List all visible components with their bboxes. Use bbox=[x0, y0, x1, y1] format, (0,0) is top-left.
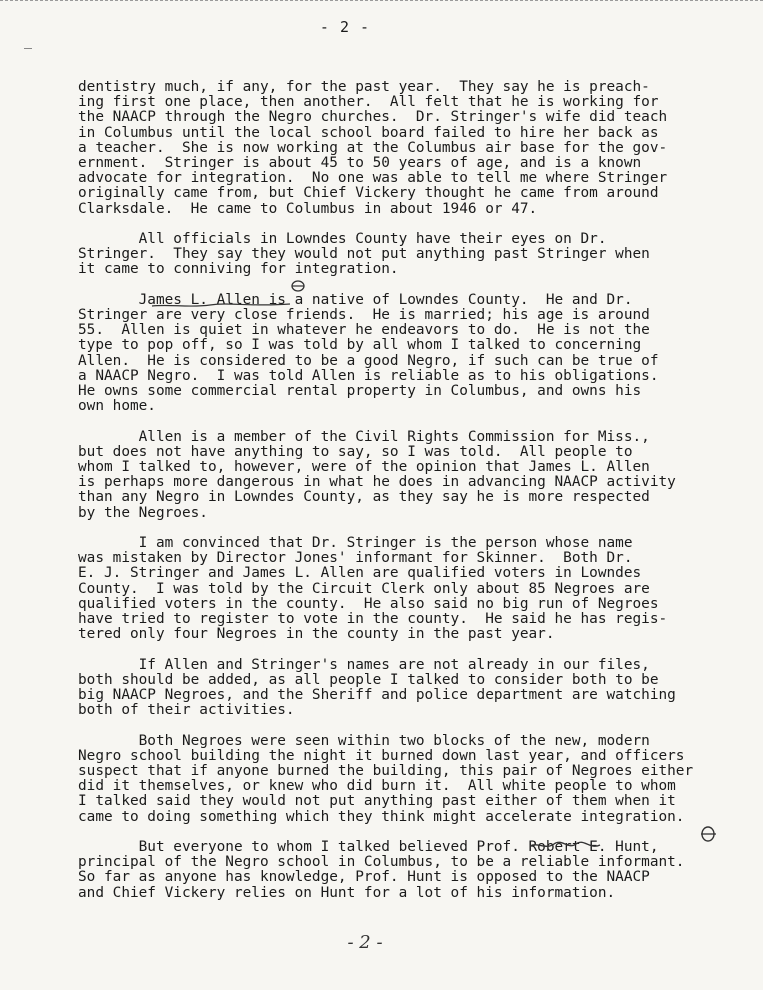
margin-tick bbox=[24, 48, 32, 49]
paragraph-prof-hunt: But everyone to whom I talked believed Prof. Robert E. Hunt, principal of the Negro school in Columbus, to be a reliable informant. So far as anyone has knowledge, Prof. Hunt is opposed to the NAACP and Chief Vickery relies on Hunt for a lot of his information. bbox=[78, 839, 685, 901]
paragraph-stringer-background: dentistry much, if any, for the past year. They say he is preach- ing first one place, then another. All felt that he is working for the NAACP through the Negro churches. Dr. Stringer's wife did teach in Columbus until the local school board failed to hire her back as a teacher. She is now working at the Columbus air base for the gov- ernment. Stringer is about 45 to 50 years of age, and is a known advocate for integration. No one was able to tell me where Stringer originally came from, but Chief Vickery thought he came from around Clarksdale. He came to Columbus in about 1946 or 47. bbox=[78, 79, 668, 217]
handwritten-underline-mark bbox=[528, 820, 728, 856]
paragraph-files: If Allen and Stringer's names are not already in our files, both should be added, as all people I talked to consider both to be big NAACP Negroes, and the Sheriff and police department are watching both of their activities. bbox=[78, 656, 676, 719]
page-number: - 2 - bbox=[319, 18, 371, 36]
document-body bbox=[78, 80, 708, 916]
paragraph-voters: I am convinced that Dr. Stringer is the person whose name was mistaken by Director Jones' informant for Skinner. Both Dr. E. J. Stringer and James L. Allen are qualified voters in Lowndes County. I was told by the Circuit Clerk only about 85 Negroes are qualified voters in the county. He also said no big run of Negroes have tried to register to vote in the county. He said he has regis- tered only four Negroes in the county in the past year. bbox=[78, 535, 668, 643]
paragraph-james-allen: James L. Allen is a native of Lowndes County. He and Dr. Stringer are very close friends. He is married; his age is around 55. Allen is quiet in whatever he endeavors to do. He is not the type to pop off, so I was told by all whom I talked to concerning Allen. He is considered to be a good Negro, if such can be true of a NAACP Negro. I was told Allen is reliable as to his obligations. He owns some commercial rental property in Columbus, and owns his own home. bbox=[78, 291, 659, 415]
paragraph-officials-watching: All officials in Lowndes County have their eyes on Dr. Stringer. They say they would not put anything past Stringer when it came to conniving for integration. bbox=[78, 231, 650, 278]
handwritten-underline-mark bbox=[150, 278, 310, 314]
paragraph-school-fire: Both Negroes were seen within two blocks of the new, modern Negro school building the night it burned down last year, and officers suspect that if anyone burned the building, this pair of Negroes either did it themselves, or knew who did burn it. All white people to whom I talked said they would not put anything past either of them when it came to doing something which they think might accelerate integration. bbox=[78, 732, 694, 825]
top-edge-rule bbox=[0, 0, 763, 5]
paragraph-allen-commission: Allen is a member of the Civil Rights Commission for Miss., but does not have anything to say, so I was told. All people to whom I talked to, however, were of the opinion that James L. Allen is perhaps more dangerous in what he does in advancing NAACP activity than any Negro in Lowndes County, as they say he is more respected by the Negroes. bbox=[78, 428, 676, 521]
handwritten-page-mark: - 2 - bbox=[347, 932, 383, 953]
